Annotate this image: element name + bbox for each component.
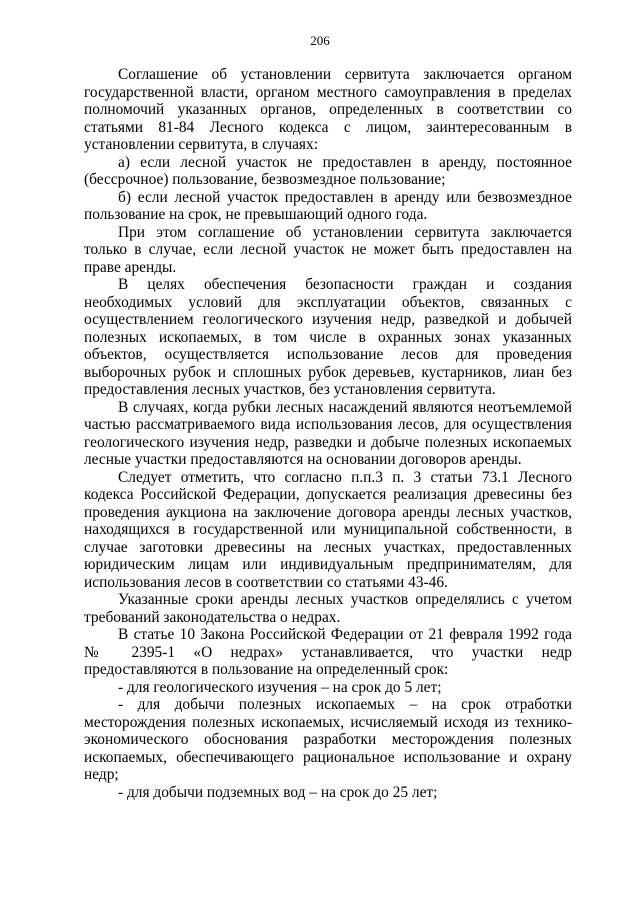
paragraph-lease-contracts: В случаях, когда рубки лесных насаждений являются неотъемлемой частью рассматриваемого вида использования лесов, для осуществления геологического изучения недр, разведки и добыче полезных ископаемых лесные участки предоставляются на основании договоров аренды. <box>84 398 572 468</box>
paragraph-subsoil-law: В статье 10 Закона Российской Федерации от 21 февраля 1992 года № 2395-1 «О недрах» устанавливается, что участки недр предоставляются в пользование на определенный срок: <box>84 626 572 678</box>
list-item-mineral-extraction: - для добычи полезных ископаемых – на срок отработки месторождения полезных ископаемых, исчисляемый исходя из технико-экономического обоснования разработки месторождения полезных ископаемых, обеспечивающего рациональное использование и охрану недр; <box>84 696 572 783</box>
paragraph-servitude-agreement: Соглашение об установлении сервитута заключается органом государственной власти, органом местного самоуправления в пределах полномочий указанных органов, определенных в соответствии со статьями 81-84 Лесного кодекса с лицом, заинтересованным в установлении сервитута, в случаях: <box>84 66 572 153</box>
list-item-groundwater-extraction: - для добычи подземных вод – на срок до 25 лет; <box>118 783 438 801</box>
page-number: 206 <box>310 33 330 48</box>
list-item-geological-study: - для геологического изучения – на срок до 5 лет; <box>118 678 442 696</box>
paragraph-timber-sale: Следует отметить, что согласно п.п.3 п. 3 статьи 73.1 Лесного кодекса Российской Федерации, допускается реализация древесины без проведения аукциона на заключение договора аренды лесных участков, находящихся в государственной или муниципальной собственности, в случае заготовки древесины на лесных участках, предоставленных юридическим лицам или индивидуальным предпринимателям, для использования лесов в соответствии со статьями 43-46. <box>84 468 572 591</box>
paragraph-case-b: б) если лесной участок предоставлен в аренду или безвозмездное пользование на срок, не превышающий одного года. <box>84 188 572 223</box>
paragraph-lease-terms: Указанные сроки аренды лесных участков определялись с учетом требований законодательства о недрах. <box>84 591 572 626</box>
document-body <box>84 66 572 801</box>
paragraph-lease-condition: При этом соглашение об установлении сервитута заключается только в случае, если лесной участок не может быть предоставлен на праве аренды. <box>84 223 572 276</box>
paragraph-case-a: а) если лесной участок не предоставлен в аренду, постоянное (бессрочное) пользование, безвозмездное пользование; <box>84 153 572 188</box>
paragraph-safety-logging: В целях обеспечения безопасности граждан и создания необходимых условий для эксплуатации объектов, связанных с осуществлением геологического изучения недр, разведкой и добычей полезных ископаемых, в том числе в охранных зонах указанных объектов, осуществляется использование лесов для проведения выборочных рубок и сплошных рубок деревьев, кустарников, лиан без предоставления лесных участков, без установления сервитута. <box>84 276 572 398</box>
